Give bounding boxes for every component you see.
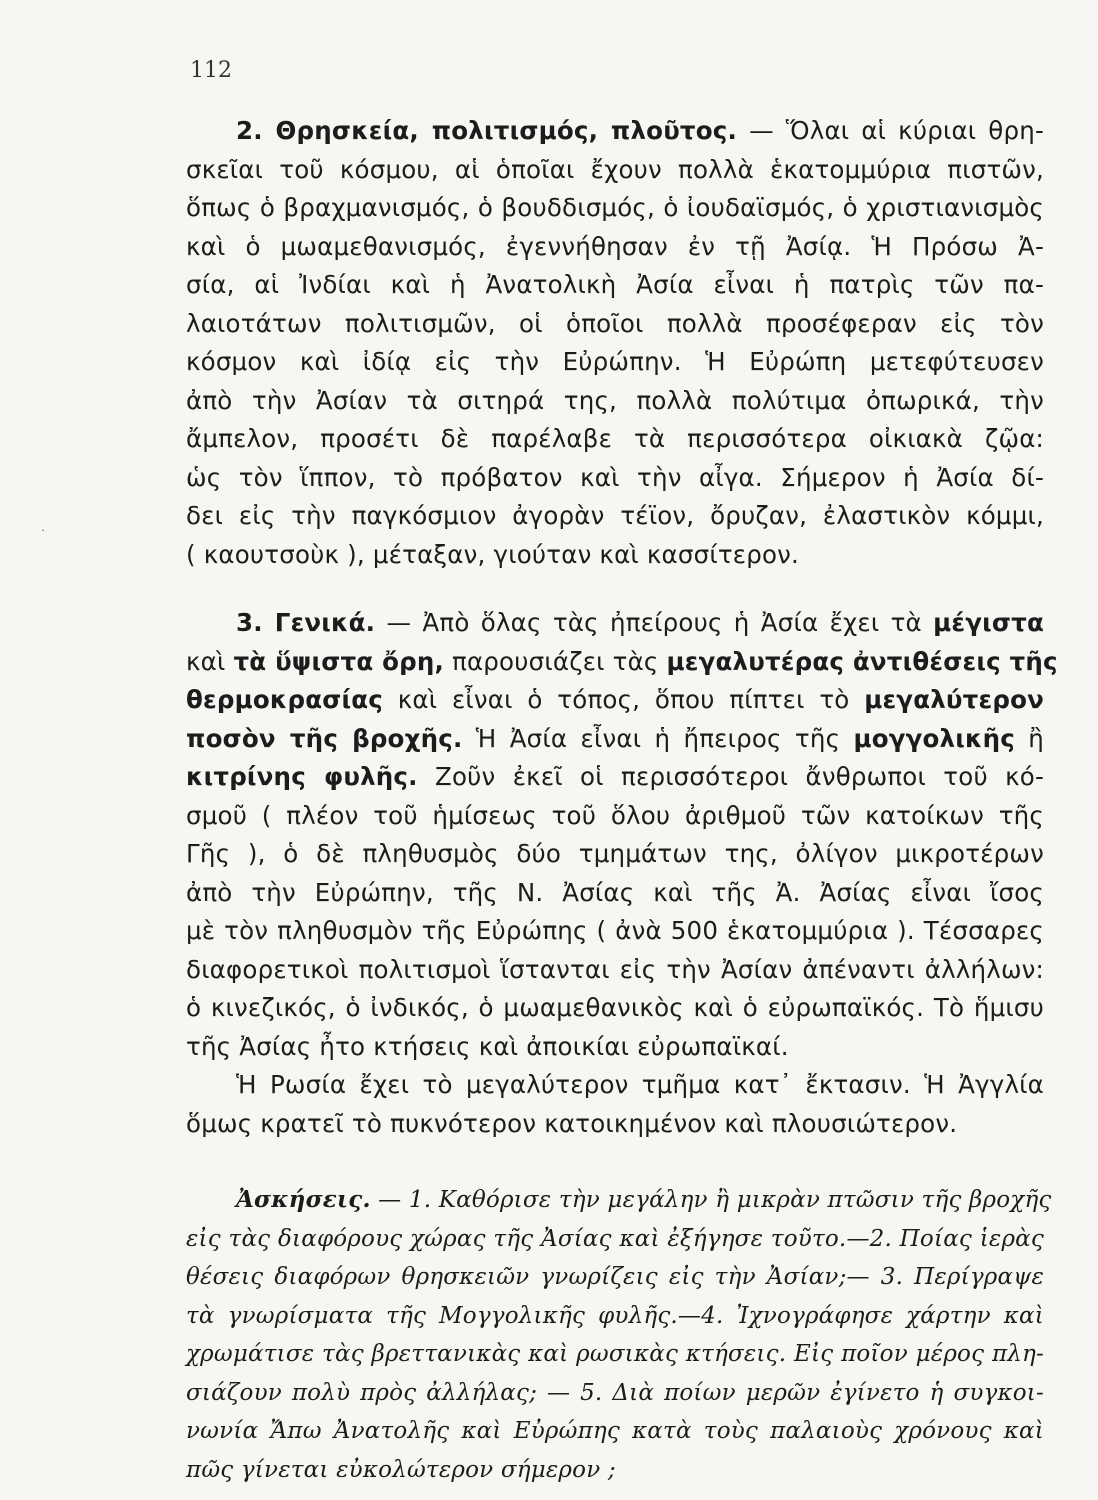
text-line: νωνία Ἄπω Ἀνατολῆς καὶ Εὐρώπης κατὰ τοὺς παλαιοὺς χρόνους καὶ bbox=[186, 1418, 1044, 1444]
text-line: τῆς Ἀσίας ἦτο κτήσεις καὶ ἀποικίαι εὐρωπαϊκαί. bbox=[186, 1031, 789, 1061]
exercises-block bbox=[186, 1181, 1052, 1489]
page-number: 112 bbox=[190, 58, 232, 83]
bold-term: μέγιστα bbox=[933, 608, 1044, 637]
bold-term: κιτρίνης φυλῆς. bbox=[186, 762, 418, 791]
text-line: Γῆς ), ὁ δὲ πληθυσμὸς δύο τμημάτων της, ὀλίγον μικροτέρων bbox=[186, 839, 1044, 868]
text-line: σκεῖαι τοῦ κόσμου, αἱ ὁποῖαι ἔχουν πολλὰ ἑκατομμύρια πιστῶν, bbox=[186, 154, 1044, 184]
text-line: ἄμπελον, προσέτι δὲ παρέλαβε τὰ περισσότερα οἰκιακὰ ζῷα: bbox=[186, 424, 1044, 453]
text-run: ἢ bbox=[1014, 723, 1045, 753]
text-line bbox=[186, 758, 1044, 797]
text-line: πῶς γίνεται εὐκολώτερον σήμερον ; bbox=[186, 1456, 616, 1483]
text-run: Ζοῦν ἐκεῖ οἱ περισσότεροι ἄνθρωποι τοῦ κό- bbox=[417, 762, 1044, 791]
text-line: διαφορετικοὶ πολιτισμοὶ ἵστανται εἰς τὴν Ἀσίαν ἀπέναντι ἀλλήλων: bbox=[186, 954, 1044, 984]
text-line: ( καουτσοὺκ ), μέταξαν, γιούταν καὶ κασσίτερον. bbox=[186, 539, 800, 569]
text-line: ὁ κινεζικός, ὁ ἰνδικός, ὁ μωαμεθανικὸς καὶ ὁ εὐρωπαϊκός. Τὸ ἥμισυ bbox=[186, 993, 1044, 1022]
text-run: Ἡ Ἀσία εἶναι ἡ ἤπειρος τῆς bbox=[462, 723, 854, 753]
section-heading-2: 2. Θρησκεία, πολιτισμός, πλοῦτος. bbox=[236, 116, 738, 145]
text-line: Ἡ Ρωσία ἔχει τὸ μεγαλύτερον τμῆμα κατ᾽ ἔκτασιν. Ἡ Ἀγγλία bbox=[236, 1070, 1044, 1099]
text-line: σμοῦ ( πλέον τοῦ ἡμίσεως τοῦ ὅλου ἀριθμοῦ τῶν κατοίκων τῆς bbox=[186, 800, 1044, 830]
text-line: χρωμάτισε τὰς βρεττανικὰς καὶ ρωσικὰς κτήσεις. Εἰς ποῖον μέρος πλη- bbox=[186, 1341, 1044, 1367]
section-religion-culture-wealth bbox=[186, 112, 1044, 574]
bold-term: μεγαλυτέρας ἀντιθέσεις τῆς bbox=[666, 646, 1058, 676]
bold-term: θερμοκρασίας bbox=[186, 685, 384, 714]
text-line: λαιοτάτων πολιτισμῶν, οἱ ὁποῖοι πολλὰ προσέφεραν εἰς τὸν bbox=[186, 308, 1044, 338]
text-run: — Ἀπὸ ὅλας τὰς ἠπείρους ἡ Ἀσία ἔχει τὰ bbox=[375, 608, 934, 637]
text-line bbox=[186, 604, 1044, 643]
stray-mark: ˙ bbox=[40, 528, 46, 542]
page-body bbox=[186, 112, 1058, 1489]
text-line: δει εἰς τὴν παγκόσμιον ἀγορὰν τέϊον, ὄρυζαν, ἐλαστικὸν κόμμι, bbox=[186, 501, 1044, 530]
text-line: θέσεις διαφόρων θρησκειῶν γνωρίζεις εἰς τὴν Ἀσίαν;— 3. Περίγραψε bbox=[186, 1264, 1044, 1290]
bold-term: μεγαλύτερον bbox=[864, 685, 1044, 714]
text-line bbox=[186, 112, 1044, 151]
text-line: ἀπὸ τὴν Εὐρώπην, τῆς Ν. Ἀσίας καὶ τῆς Ἀ. Ἀσίας εἶναι ἴσος bbox=[186, 877, 1044, 907]
text-line: σιάζουν πολὺ πρὸς ἀλλήλας; — 5. Διὰ ποίων μερῶν ἐγίνετο ἡ συγκοι- bbox=[186, 1379, 1044, 1406]
text-line: εἰς τὰς διαφόρους χώρας τῆς Ἀσίας καὶ ἐξήγησε τοῦτο.—2. Ποίας ἱερὰς bbox=[186, 1225, 1044, 1252]
text-line: ὅμως κρατεῖ τὸ πυκνότερον κατοικημένον καὶ πλουσιώτερον. bbox=[186, 1108, 958, 1138]
text-run: παρουσιάζει τὰς bbox=[444, 646, 667, 676]
text-run: — Ὅλαι αἱ κύριαι θρη- bbox=[737, 116, 1045, 145]
exercises-heading: Ἀσκήσεις. bbox=[236, 1186, 371, 1213]
text-line: καὶ ὁ μωαμεθανισμός, ἐγεννήθησαν ἐν τῇ Ἀσίᾳ. Ἡ Πρόσω Ἀ- bbox=[186, 231, 1044, 261]
bold-term: μογγολικῆς bbox=[853, 723, 1015, 753]
text-line: κόσμον καὶ ἰδίᾳ εἰς τὴν Εὐρώπην. Ἡ Εὐρώπη μετεφύτευσεν bbox=[186, 347, 1044, 376]
text-line: ὡς τὸν ἵππον, τὸ πρόβατον καὶ τὴν αἶγα. Σήμερον ἡ Ἀσία δί- bbox=[186, 462, 1044, 492]
section-general bbox=[186, 604, 1058, 1143]
text-run: καὶ bbox=[186, 646, 234, 676]
bold-term: ποσὸν τῆς βροχῆς. bbox=[186, 723, 463, 753]
section-heading-3: 3. Γενικά. bbox=[236, 608, 376, 637]
text-line: τὰ γνωρίσματα τῆς Μογγολικῆς φυλῆς.—4. Ἰχνογράφησε χάρτην καὶ bbox=[186, 1302, 1044, 1329]
text-line: ἀπὸ τὴν Ἀσίαν τὰ σιτηρά της, πολλὰ πολύτιμα ὀπωρικά, τὴν bbox=[186, 385, 1044, 415]
text-line: ὅπως ὁ βραχμανισμός, ὁ βουδδισμός, ὁ ἰουδαϊσμός, ὁ χριστιανισμὸς bbox=[186, 193, 1044, 222]
text-line bbox=[186, 1181, 1052, 1220]
text-line: μὲ τὸν πληθυσμὸν τῆς Εὐρώπης ( ἀνὰ 500 ἑκατομμύρια ). Τέσσαρες bbox=[186, 916, 1044, 945]
text-line bbox=[186, 643, 1058, 682]
text-run: καὶ εἶναι ὁ τόπος, ὅπου πίπτει τὸ bbox=[383, 685, 865, 714]
text-line bbox=[186, 681, 1044, 720]
text-run: — 1. Καθόρισε τὴν μεγάλην ἢ μικρὰν πτῶσιν τῆς βροχῆς bbox=[370, 1187, 1052, 1213]
text-line: σία, αἱ Ἰνδίαι καὶ ἡ Ἀνατολικὴ Ἀσία εἶναι ἡ πατρὶς τῶν πα- bbox=[186, 270, 1044, 299]
text-line bbox=[186, 720, 1044, 759]
bold-term: τὰ ὕψιστα ὄρη, bbox=[233, 646, 445, 676]
